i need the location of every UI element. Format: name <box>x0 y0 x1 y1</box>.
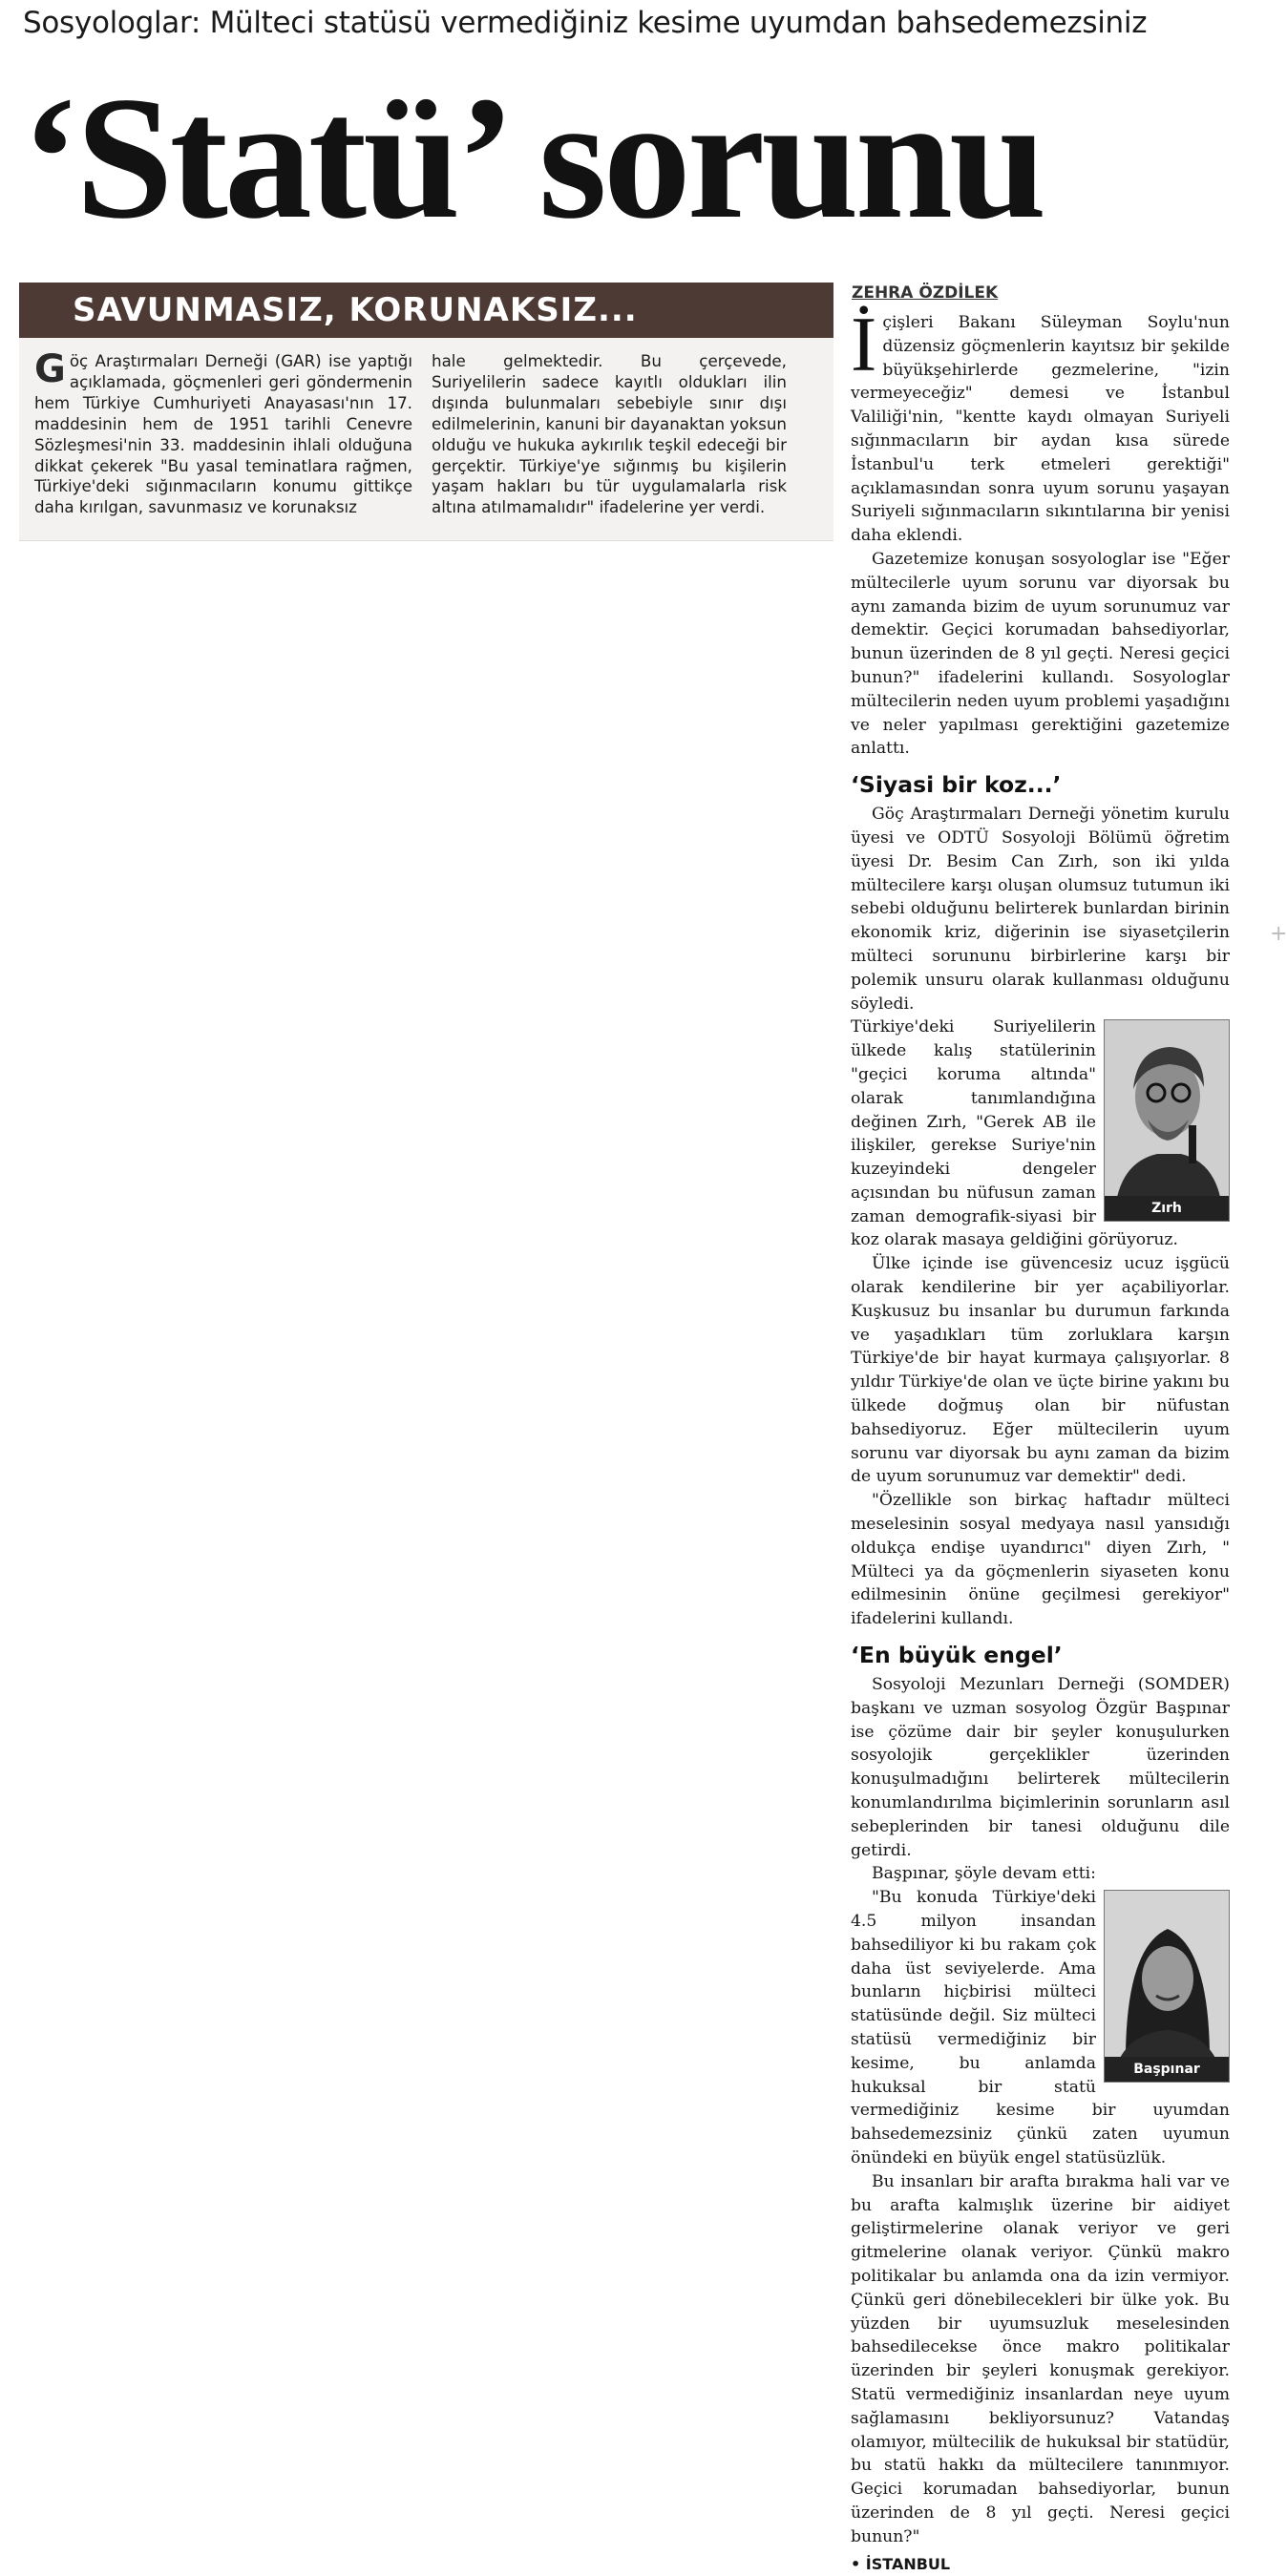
dateline: • İSTANBUL <box>851 2554 951 2573</box>
kicker: Sosyologlar: Mülteci statüsü vermediğiniz kesime uyumdan bahsedemezsiniz <box>23 6 1148 40</box>
photo-zirh <box>1104 1019 1230 1222</box>
sidebar-box-title: SAVUNMASIZ, KORUNAKSIZ... <box>73 291 638 329</box>
article-column <box>851 301 1230 2576</box>
paragraph-3: Göç Araştırmaları Derneği yönetim kurulu üyesi ve ODTÜ Sosyoloji Bölümü öğretim üyesi Dr. Besim Can Zırh, son iki yılda mültecilere karşı oluşan olumsuz tutumun iki sebebi olduğunu belirterek bunlardan birinin ekonomik kriz, diğerinin ise siyasetçilerin mülteci sorununu birbirlerine karşı bir polemik unsuru olarak kullanması olduğunu söyledi. <box>851 805 1230 1014</box>
subheading-en-buyuk-engel: ‘En büyük engel’ <box>851 1642 1063 1669</box>
sidebar-box-column-1 <box>34 347 412 518</box>
crop-mark-icon: + <box>1270 922 1287 946</box>
sidebar-box-text-1: öç Araştırmaları Derneği (GAR) ise yaptığı açıklamada, göçmenleri geri göndermenin hem Türkiye Cumhuriyeti Anayasası'nın 17. maddesinin hem de 1951 tarihli Cenevre Sözleşmesi'nin 33. maddesinin ihlali olduğuna dikkat çekerek "Bu yasal teminatlara rağmen, Türkiye'deki sığınmacıların konumu gittikçe daha kırılgan, savunmasız ve korunaksız <box>34 351 412 517</box>
sidebar-box-column-2 <box>432 351 787 518</box>
paragraph-4: Türkiye'deki Suriyelilerin ülkede kalış statülerinin "geçici koruma altında" olarak tanımlandığına değinen Zırh, "Gerek AB ile ilişkiler, gerekse Suriye'nin kuzeyindeki dengeler açısından bu nüfusun zaman zaman demografik-siyasi bir koz olarak masaya geldiğini görüyoruz. <box>851 1017 1178 1250</box>
subheading-siyasi-bir-koz: ‘Siyasi bir koz...’ <box>851 771 1062 799</box>
paragraph-5: Ülke içinde ise güvencesiz ucuz işgücü olarak kendilerine bir yer açabiliyorlar. Kuşkusuz bu insanlar bu durumun farkında ve yaşadıkları tüm zorluklara karşın Türkiye'de bir hayat kurmaya çalışıyorlar. 8 yıldır Türkiye'de olan ve üçte birine yakını bu ülkede doğmuş olan bir nüfustan bahsediyoruz. Eğer mültecilerin uyum sorunu var diyorsak bu aynı zaman da bizim de uyum sorunumuz var demektir" dedi. <box>851 1254 1230 1487</box>
paragraph-8: Başpınar, şöyle devam etti: <box>872 1864 1096 1884</box>
photo-baspinar <box>1104 1890 1230 2083</box>
headline: ‘Statü’ sorunu <box>21 60 1044 255</box>
paragraph-6: "Özellikle son birkaç haftadır mülteci meselesinin sosyal medyaya nasıl yansıdığı oldukça endişe uyandırıcı" diyen Zırh, " Mülteci ya da göçmenlerin siyaseten konu edilmesinin önüne geçilmesi gerekiyor" ifadelerini kullandı. <box>851 1491 1230 1629</box>
paragraph-9: "Bu konuda Türkiye'deki 4.5 milyon insandan bahsediliyor ki bu rakam çok daha üst seviyelerde. Ama bunların hiçbirisi mülteci statüsünde değil. Siz mülteci statüsü vermediğiniz bir kesime, bu anlamda hukuksal bir statü vermediğiniz kesime bir uyumdan bahsedemezsiniz çünkü zaten uyumun önündeki en büyük engel statüsüzlük. <box>851 1888 1230 2168</box>
portrait-zirh-image <box>1105 1020 1229 1221</box>
paragraph-7: Sosyoloji Mezunları Derneği (SOMDER) başkanı ve uzman sosyolog Özgür Başpınar ise çözüme dair bir şeyler konuşulurken sosyolojik gerçeklikler üzerinden konuşulmadığını belirterek mültecilerin konumlandırılma biçimlerinin sorunların asıl sebeplerinden bir tanesi olduğunu dile getirdi. <box>851 1675 1230 1860</box>
paragraph-2: Gazetemize konuşan sosyologlar ise "Eğer mültecilerle uyum sorunu var diyorsak bu aynı zamanda bizim de uyum sorunumuz var demektir. Geçici korumadan bahsediyorlar, bunun üzerinden de 8 yıl geçti. Neresi geçici bunun?" ifadelerini kullandı. Sosyologlar mültecilerin neden uyum problemi yaşadığını ve neler yapılması gerektiğini gazetemize anlattı. <box>851 549 1230 759</box>
photo-caption-zirh: Zırh <box>1105 1196 1229 1221</box>
byline: ZEHRA ÖZDİLEK <box>852 283 999 303</box>
photo-caption-baspinar: Başpınar <box>1105 2057 1229 2082</box>
paragraph-10: Bu insanları bir arafta bırakma hali var ve bu arafta kalmışlık üzerine bir aidiyet geliştirmelerine olanak veriyor ve geri gitmelerine olanak veriyor. Çünkü makro politikalar bu anlamda ona da izin vermiyor. Çünkü geri dönebilecekleri bir ülke yok. Bu yüzden bir uyumsuzluk meselesinden bahsedilecekse önce makro politikalar üzerinden bir şeyleri konuşmak gerekiyor. Statü vermediğiniz insanlardan neye uyum sağlamasını bekliyorsunuz? Vatandaş olamıyor, mültecilik de hukuksal bir statüdür, bu statü hakkı da mültecilere tanınmıyor. Geçici korumadan bahsediyorlar, bunun üzerinden de 8 yıl geçti. Neresi geçici bunun?" <box>851 2171 1230 2546</box>
portrait-baspinar-image <box>1105 1891 1229 2082</box>
sidebar-box-dropcap: G <box>34 347 66 391</box>
article-dropcap: İ <box>851 301 877 387</box>
sidebar-box-text-2: hale gelmektedir. Bu çerçevede, Suriyelilerin sadece kayıtlı oldukları ilin dışında bulunmaları sebebiyle sınır dışı edilmelerinin, kanuni bir dayanaktan yoksun olduğu ve hukuka aykırılık teşkil edeceği bir gerçektir. Türkiye'ye sığınmış bu kişilerin yaşam hakları bu tür uygulamalarla risk altına atılmamalıdır" ifadelerine yer verdi. <box>432 351 787 517</box>
paragraph-1: çişleri Bakanı Süleyman Soylu'nun düzensiz göçmenlerin kayıtsız bir şekilde büyükşehirlerde gezmelerine, "izin vermeyeceğiz" demesi ve İstanbul Valiliği'nin, "kentte kaydı olmayan Suriyeli sığınmacıların bir aydan kısa sürede İstanbul'u terk etmeleri gerektiği" açıklamasından sonra uyum sorunu yaşayan Suriyeli sığınmacıların sıkıntılarına bir yenisi daha eklendi. <box>851 313 1230 546</box>
